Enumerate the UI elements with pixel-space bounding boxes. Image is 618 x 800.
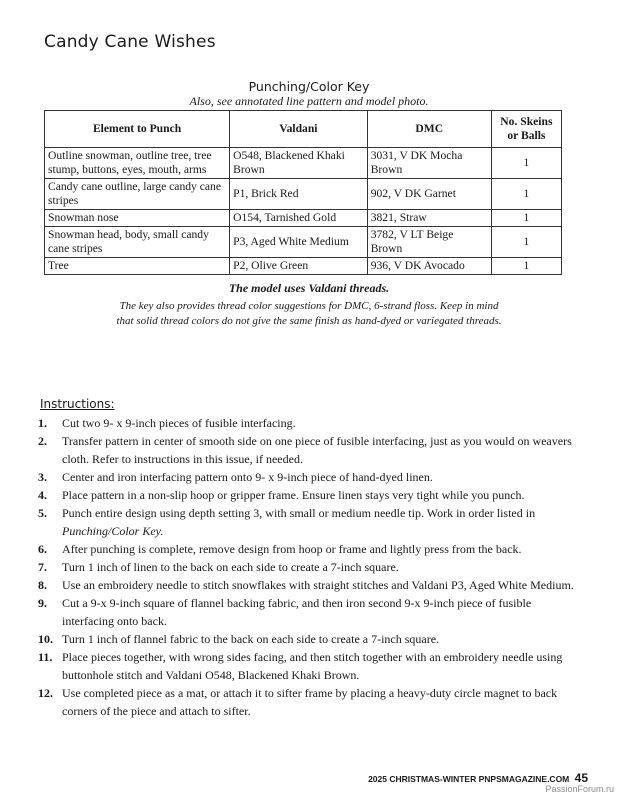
step-number: 10. — [38, 632, 53, 646]
cell-count: 1 — [491, 148, 561, 179]
list-item — [38, 630, 578, 648]
step-number: 5. — [38, 506, 47, 520]
key-subtitle: Also, see annotated line pattern and model photo. — [189, 94, 429, 108]
step-number: 1. — [38, 416, 47, 430]
table-row — [45, 227, 562, 258]
list-item — [38, 594, 578, 630]
step-text: After punching is complete, remove design from hoop or frame and lightly press from the back. — [62, 542, 522, 556]
list-item — [38, 432, 578, 468]
step-text: Place pattern in a non-slip hoop or gripper frame. Ensure linen stays very tight while you punch. — [62, 488, 525, 502]
cell-dmc: 3782, V LT Beige Brown — [367, 227, 491, 258]
step-text: Cut a 9-x 9-inch square of flannel backing fabric, and then iron second 9-x 9-inch piece of fusible interfacing onto back. — [62, 596, 532, 628]
cell-count: 1 — [491, 210, 561, 227]
list-item — [38, 558, 578, 576]
cell-valdani: O154, Tarnished Gold — [230, 210, 368, 227]
step-number: 9. — [38, 596, 47, 610]
list-item — [38, 684, 578, 720]
list-item — [38, 414, 578, 432]
cell-dmc: 936, V DK Avocado — [367, 258, 491, 275]
cell-valdani: P2, Olive Green — [230, 258, 368, 275]
step-number: 6. — [38, 542, 47, 556]
step-number: 7. — [38, 560, 47, 574]
table-row — [45, 179, 562, 210]
list-item — [38, 486, 578, 504]
step-text: Turn 1 inch of flannel fabric to the back on each side to create a 7-inch square. — [62, 632, 440, 646]
table-header-row — [45, 111, 562, 148]
footer-issue: 2025 CHRISTMAS-WINTER — [368, 774, 477, 784]
step-text: Use an embroidery needle to stitch snowflakes with straight stitches and Valdani P3, Aged White Medium. — [62, 578, 574, 592]
cell-valdani: P1, Brick Red — [230, 179, 368, 210]
instructions-list — [38, 414, 578, 720]
page-title: Candy Cane Wishes — [44, 32, 216, 52]
model-note: The model uses Valdani threads. — [228, 281, 390, 295]
instructions-heading: Instructions: — [40, 397, 115, 411]
step-text: Punch entire design using depth setting 3, with small or medium needle tip. Work in order listed in — [62, 506, 536, 520]
header-skeins: No. Skeins or Balls — [491, 111, 561, 148]
step-text: Use completed piece as a mat, or attach it to sifter frame by placing a heavy-duty circle magnet to back corners of the piece and attach to sifter. — [62, 686, 558, 718]
list-item — [38, 504, 578, 540]
cell-dmc: 3821, Straw — [367, 210, 491, 227]
list-item — [38, 468, 578, 486]
step-italic-ref: Punching/Color Key. — [62, 524, 164, 538]
step-text: Cut two 9- x 9-inch pieces of fusible interfacing. — [62, 416, 296, 430]
step-number: 3. — [38, 470, 47, 484]
step-number: 4. — [38, 488, 47, 502]
cell-valdani: P3, Aged White Medium — [230, 227, 368, 258]
list-item — [38, 576, 578, 594]
table-row — [45, 210, 562, 227]
step-number: 12. — [38, 686, 53, 700]
cell-element: Snowman head, body, small candy cane stripes — [45, 227, 230, 258]
cell-valdani: O548, Blackened Khaki Brown — [230, 148, 368, 179]
step-text: Center and iron interfacing pattern onto 9- x 9-inch piece of hand-dyed linen. — [62, 470, 433, 484]
cell-count: 1 — [491, 227, 561, 258]
watermark: PassionForum.ru — [545, 784, 614, 794]
cell-dmc: 902, V DK Garnet — [367, 179, 491, 210]
step-text: Turn 1 inch of linen to the back on each side to create a 7-inch square. — [62, 560, 399, 574]
step-number: 8. — [38, 578, 47, 592]
step-text: Transfer pattern in center of smooth side on one piece of fusible interfacing, just as you would on weavers cloth. Refer to instructions in this issue, if needed. — [62, 434, 572, 466]
footer-site: PNPSMAGAZINE.COM — [478, 774, 570, 784]
cell-element: Snowman nose — [45, 210, 230, 227]
key-title: Punching/Color Key — [248, 79, 370, 94]
page-number: 45 — [574, 771, 588, 785]
header-valdani: Valdani — [230, 111, 368, 148]
table-row — [45, 148, 562, 179]
list-item — [38, 648, 578, 684]
cell-element: Outline snowman, outline tree, tree stump, buttons, eyes, mouth, arms — [45, 148, 230, 179]
step-number: 11. — [38, 650, 53, 664]
step-text: Place pieces together, with wrong sides facing, and then stitch together with an embroidery needle using buttonhole stitch and Valdani O548, Blackened Khaki Brown. — [62, 650, 563, 682]
step-number: 2. — [38, 434, 47, 448]
list-item — [38, 540, 578, 558]
thread-note: The key also provides thread color suggestions for DMC, 6-strand floss. Keep in mind that solid thread colors do not give the same finish as hand-dyed or variegated threads. — [116, 300, 502, 327]
color-key-table — [44, 110, 562, 275]
cell-element: Tree — [45, 258, 230, 275]
cell-count: 1 — [491, 179, 561, 210]
cell-dmc: 3031, V DK Mocha Brown — [367, 148, 491, 179]
table-row — [45, 258, 562, 275]
cell-count: 1 — [491, 258, 561, 275]
header-dmc: DMC — [367, 111, 491, 148]
page-footer — [368, 771, 588, 785]
cell-element: Candy cane outline, large candy cane stripes — [45, 179, 230, 210]
header-element: Element to Punch — [45, 111, 230, 148]
